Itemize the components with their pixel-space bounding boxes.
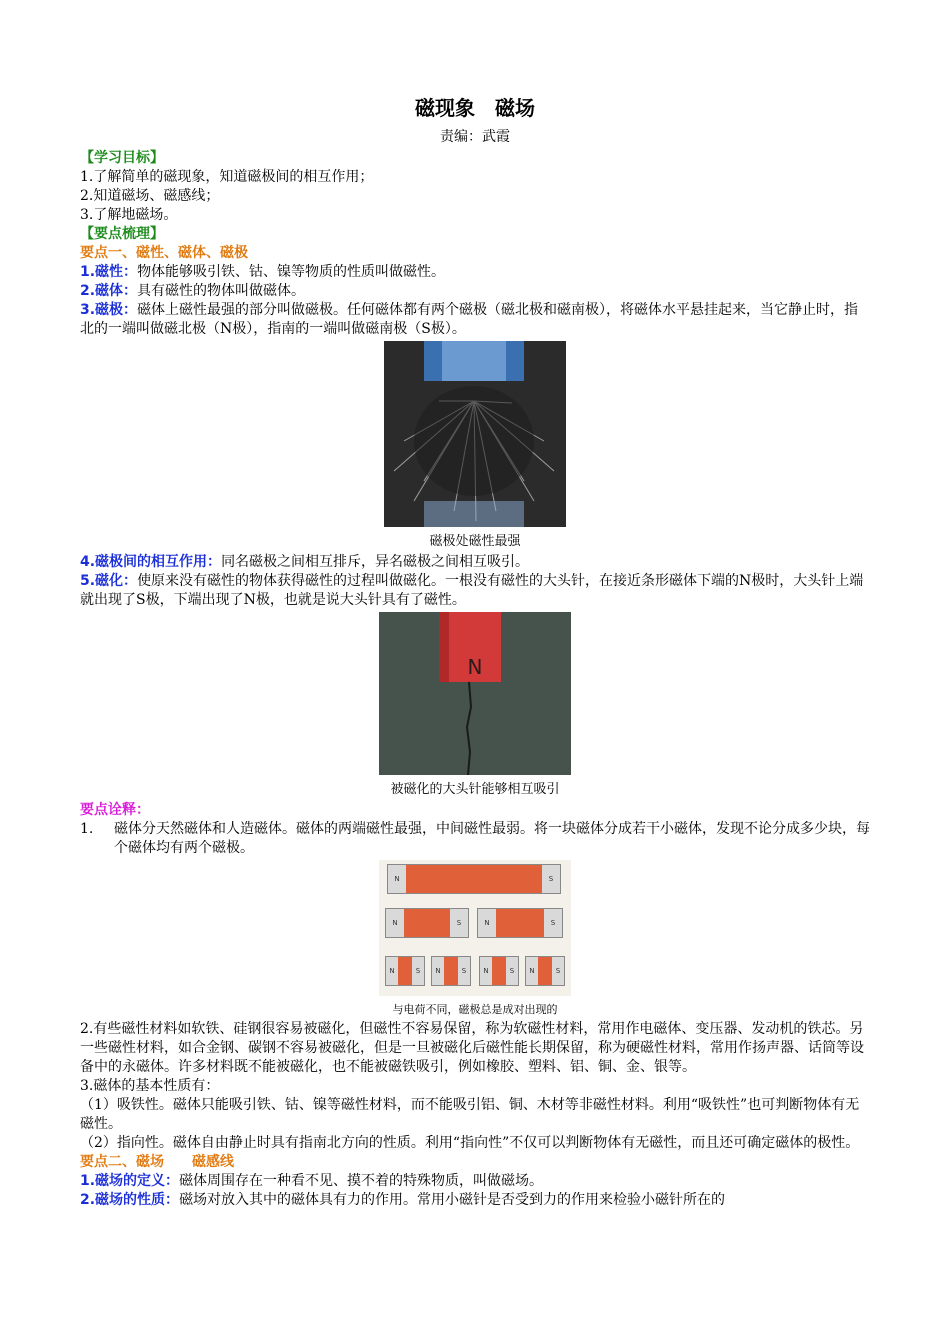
note-number: 1. [80, 821, 94, 837]
term-text: 磁场对放入其中的磁体具有力的作用。常用小磁针是否受到力的作用来检验小磁针所在的 [179, 1192, 726, 1208]
page-title: 磁现象 磁场 [415, 96, 535, 120]
split-magnets-diagram [379, 860, 571, 996]
kp1-item [80, 553, 870, 572]
iron-filings-photo [384, 341, 566, 527]
magnet-quarter [479, 956, 519, 986]
term-label: 5.磁化： [80, 573, 138, 589]
document-page [80, 94, 870, 1210]
figure-caption: 被磁化的大头针能够相互吸引 [390, 782, 560, 797]
pole-label: S [544, 909, 562, 937]
notes-heading: 要点诠释： [80, 802, 150, 818]
pole-label: S [542, 865, 560, 893]
magnet-quarter [525, 956, 565, 986]
pole-label: N [386, 957, 398, 985]
pole-label: S [552, 957, 564, 985]
pole-label: N [480, 957, 492, 985]
figure-magnetized-pins [80, 612, 870, 799]
note-item: 2.有些磁性材料如软铁、硅钢很容易被磁化，但磁性不容易保留，称为软磁性材料，常用作电磁体、变压器、发动机的铁芯。另一些磁性材料，如合金钢、碳钢不容易被磁化，但是一旦被磁化后磁性能长期保留，称为硬磁性材料，常用作扬声器、话筒等设备中的永磁体。许多材料既不能被磁化，也不能被磁铁吸引，例如橡胶、塑料、铝、铜、金、银等。 [80, 1021, 864, 1075]
kp2-heading: 要点二、磁场 磁感线 [80, 1154, 234, 1170]
term-text: 磁体周围存在一种看不见、摸不着的特殊物质，叫做磁场。 [179, 1173, 544, 1189]
magnet-quarter [385, 956, 425, 986]
pole-label: S [458, 957, 470, 985]
n-pole-label: N [467, 655, 483, 679]
kp1-item [80, 301, 870, 339]
term-text: 使原来没有磁性的物体获得磁性的过程叫做磁化。一根没有磁性的大头针，在接近条形磁体下端的N极时，大头针上端就出现了S极，下端出现了N极，也就是说大头针具有了磁性。 [80, 573, 864, 608]
goal-item: 1.了解简单的磁现象，知道磁极间的相互作用； [80, 169, 374, 185]
term-label: 2.磁场的性质： [80, 1192, 180, 1208]
pole-label: N [388, 865, 406, 893]
figure-caption: 磁极处磁性最强 [429, 534, 521, 549]
term-label: 4.磁极间的相互作用： [80, 554, 222, 570]
pole-label: N [386, 909, 404, 937]
term-text: 物体能够吸引铁、钴、镍等物质的性质叫做磁性。 [137, 264, 446, 280]
note-subitem: （1）吸铁性。磁体只能吸引铁、钴、镍等磁性材料，而不能吸引铝、铜、木材等非磁性材料。利用“吸铁性”也可判断物体有无磁性。 [80, 1097, 860, 1132]
pole-label: S [412, 957, 424, 985]
kp1-item [80, 282, 870, 301]
kp1-item [80, 572, 870, 610]
note-text: 磁体分天然磁体和人造磁体。磁体的两端磁性最强，中间磁性最弱。将一块磁体分成若干小磁体，发现不论分成多少块，每个磁体均有两个磁极。 [114, 821, 870, 856]
pole-label: N [526, 957, 538, 985]
magnet-quarter [431, 956, 471, 986]
pole-label: S [450, 909, 468, 937]
term-text: 磁体上磁性最强的部分叫做磁极。任何磁体都有两个磁极（磁北极和磁南极），将磁体水平悬挂起来，当它静止时，指北的一端叫做磁北极（N极），指南的一端叫做磁南极（S极）。 [80, 302, 859, 337]
figure-split-magnets [80, 860, 870, 1018]
note-item: 3.磁体的基本性质有： [80, 1078, 220, 1094]
term-label: 3.磁极： [80, 302, 138, 318]
goal-item: 3.了解地磁场。 [80, 207, 178, 223]
kp2-item [80, 1172, 870, 1191]
magnetized-pin-photo [379, 612, 571, 775]
magnet-whole [387, 864, 561, 894]
kp2-item [80, 1191, 870, 1210]
term-label: 1.磁场的定义： [80, 1173, 180, 1189]
kp1-heading: 要点一、磁性、磁体、磁极 [80, 245, 248, 261]
goal-item: 2.知道磁场、磁感线； [80, 188, 220, 204]
goals-heading: 【学习目标】 [80, 150, 164, 166]
pole-label: S [506, 957, 518, 985]
term-text: 具有磁性的物体叫做磁体。 [137, 283, 306, 299]
magnet-half [385, 908, 469, 938]
figure-caption: 与电荷不同，磁极总是成对出现的 [392, 1003, 558, 1016]
figure-magnet-filings [80, 341, 870, 551]
term-label: 2.磁体： [80, 283, 138, 299]
kp1-item [80, 263, 870, 282]
term-label: 1.磁性： [80, 264, 138, 280]
pole-label: N [478, 909, 496, 937]
magnet-half [477, 908, 563, 938]
term-text: 同名磁极之间相互排斥，异名磁极之间相互吸引。 [221, 554, 530, 570]
editor-line: 责编：武霞 [440, 129, 510, 145]
keypoints-heading: 【要点梳理】 [80, 226, 164, 242]
note-subitem: （2）指向性。磁体自由静止时具有指南北方向的性质。利用“指向性”不仅可以判断物体有无磁性，而且还可确定磁体的极性。 [80, 1135, 860, 1151]
note-item [80, 820, 870, 858]
pole-label: N [432, 957, 444, 985]
